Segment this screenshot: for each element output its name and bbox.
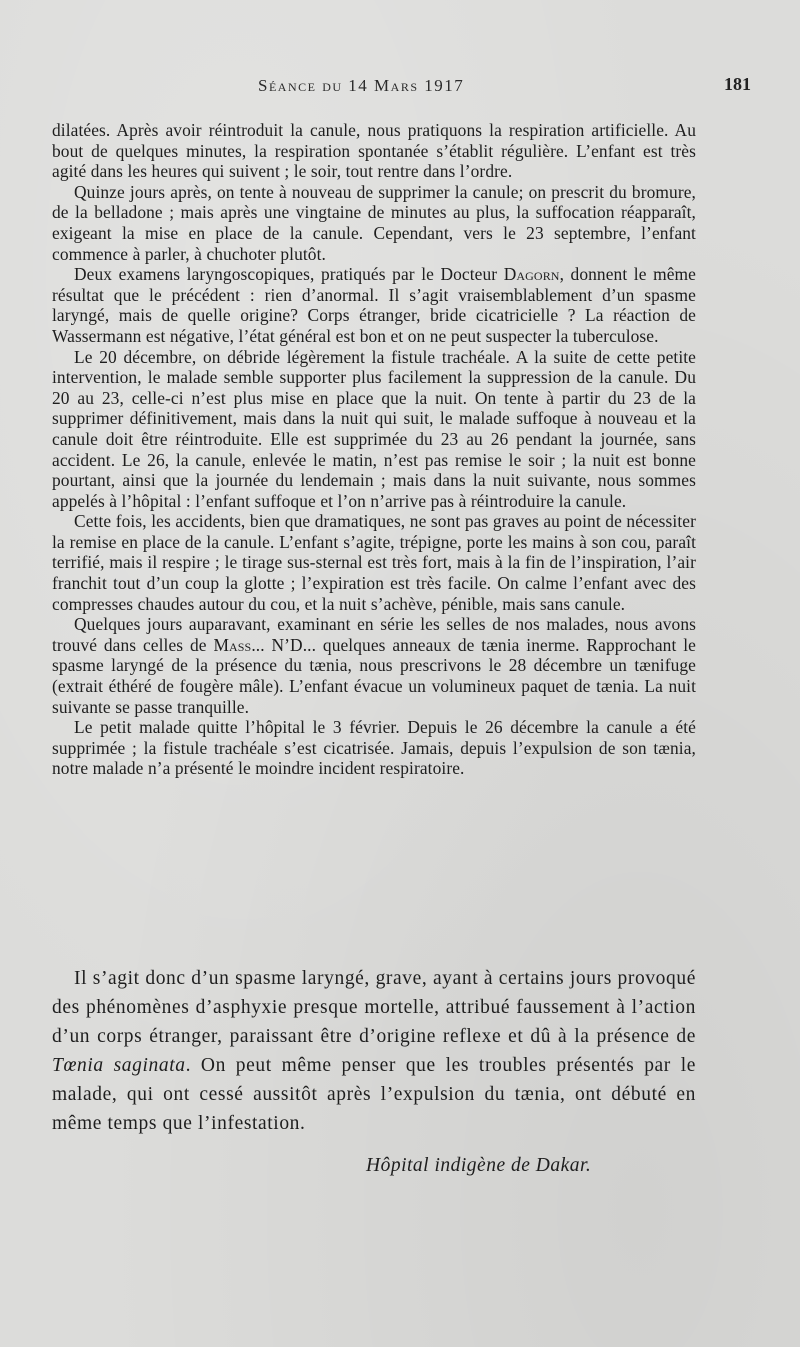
- page-number: 181: [724, 74, 751, 94]
- conclusion-paragraph: [52, 964, 696, 1138]
- species-name: Tœnia saginata: [52, 1055, 186, 1076]
- paragraph-6-end: quelques anneaux de tænia inerme. Rapprochant le spasme laryngé de la présence du tænia, nous prescrivons le 28 décembre un tænifuge (extrait éthéré de fougère mâle). L’enfant évacue un volumineux paquet de tænia. La nuit suivante se passe tranquille.: [52, 634, 696, 717]
- conclusion-end: . On peut même penser que les troubles présentés par le malade, qui ont cessé aussitôt après l’expulsion du tænia, ont débuté en même temps que l’infestation.: [52, 1055, 697, 1134]
- paragraph-3: [52, 264, 696, 346]
- paragraph-7: Le petit malade quitte l’hôpital le 3 février. Depuis le 26 décembre la canule a été supprimée ; la fistule trachéale s’est cicatrisée. Jamais, depuis l’expulsion de son tænia, notre malade n’a présenté le moindre incident respiratoire.: [52, 717, 696, 779]
- conclusion-body: [52, 964, 696, 1138]
- doctor-name: Dagorn: [503, 264, 560, 285]
- patient-name: Mass... N’D...: [213, 634, 317, 655]
- running-title: Séance du 14 Mars 1917: [258, 76, 465, 95]
- paragraph-6-start: Quelques jours auparavant, examinant en série les selles de nos malades, nous avons trouvé dans celles de: [52, 614, 696, 655]
- paragraph-4: Le 20 décembre, on débride légèrement la fistule trachéale. A la suite de cette petite intervention, le malade semble supporter plus facilement la suppression de la canule. Du 20 au 23, celle-ci n’est plus mise en place que la nuit. On tente à partir du 23 de la supprimer définitivement, mais dans la nuit qui suit, le malade suffoque à nouveau et la canule doit être réintroduite. Elle est supprimée du 23 au 26 pendant la journée, sans accident. Le 26, la canule, enlevée le matin, n’est pas remise le soir ; la nuit est bonne pourtant, ainsi que la journée du lendemain ; mais dans la nuit suivante, nous sommes appelés à l’hôpital : l’enfant suffoque et l’on n’arrive pas à réintroduire la canule.: [52, 346, 696, 511]
- paragraph-3-end: , donnent le même résultat que le précédent : rien d’anormal. Il s’agit vraisemblablement d’un spasme laryngé, mais de quelle origine? Corps étranger, bride cicatricielle ? La réaction de Wassermann est négative, l’état général est bon et on ne peut suspecter la tuberculose.: [52, 264, 696, 346]
- paragraph-1: dilatées. Après avoir réintroduit la canule, nous pratiquons la respiration artificielle. Au bout de quelques minutes, la respiration spontanée s’établit régulière. L’enfant est très agité dans les heures qui suivent ; le soir, tout rentre dans l’ordre.: [52, 120, 696, 182]
- paragraph-6: [52, 614, 696, 717]
- case-report-body: [52, 120, 696, 779]
- page-header: [0, 72, 800, 102]
- paragraph-3-start: Deux examens laryngoscopiques, pratiqués par le Docteur: [74, 264, 504, 285]
- paragraph-2: Quinze jours après, on tente à nouveau de supprimer la canule; on prescrit du bromure, de la belladone ; mais après une vingtaine de minutes au plus, la suffocation réapparaît, exigeant la mise en place de la canule. Cependant, vers le 23 septembre, l’enfant commence à parler, à chuchoter plutôt.: [52, 181, 696, 264]
- signature-line: Hôpital indigène de Dakar.: [366, 1155, 592, 1176]
- conclusion-start: Il s’agit donc d’un spasme laryngé, grave, ayant à certains jours provoqué des phénomènes d’asphyxie presque mortelle, attribué faussement à l’action d’un corps étranger, paraissant être d’origine reflexe et dû à la présence de: [52, 968, 696, 1047]
- paragraph-5: Cette fois, les accidents, bien que dramatiques, ne sont pas graves au point de nécessiter la remise en place de la canule. L’enfant s’agite, trépigne, porte les mains à son cou, paraît terrifié, mais il respire ; le tirage sus-sternal est très fort, mais à la fin de l’inspiration, l’air franchit tout d’un coup la glotte ; l’expiration est très facile. On calme l’enfant avec des compresses chaudes autour du cou, et la nuit s’achève, pénible, mais sans canule.: [52, 511, 696, 614]
